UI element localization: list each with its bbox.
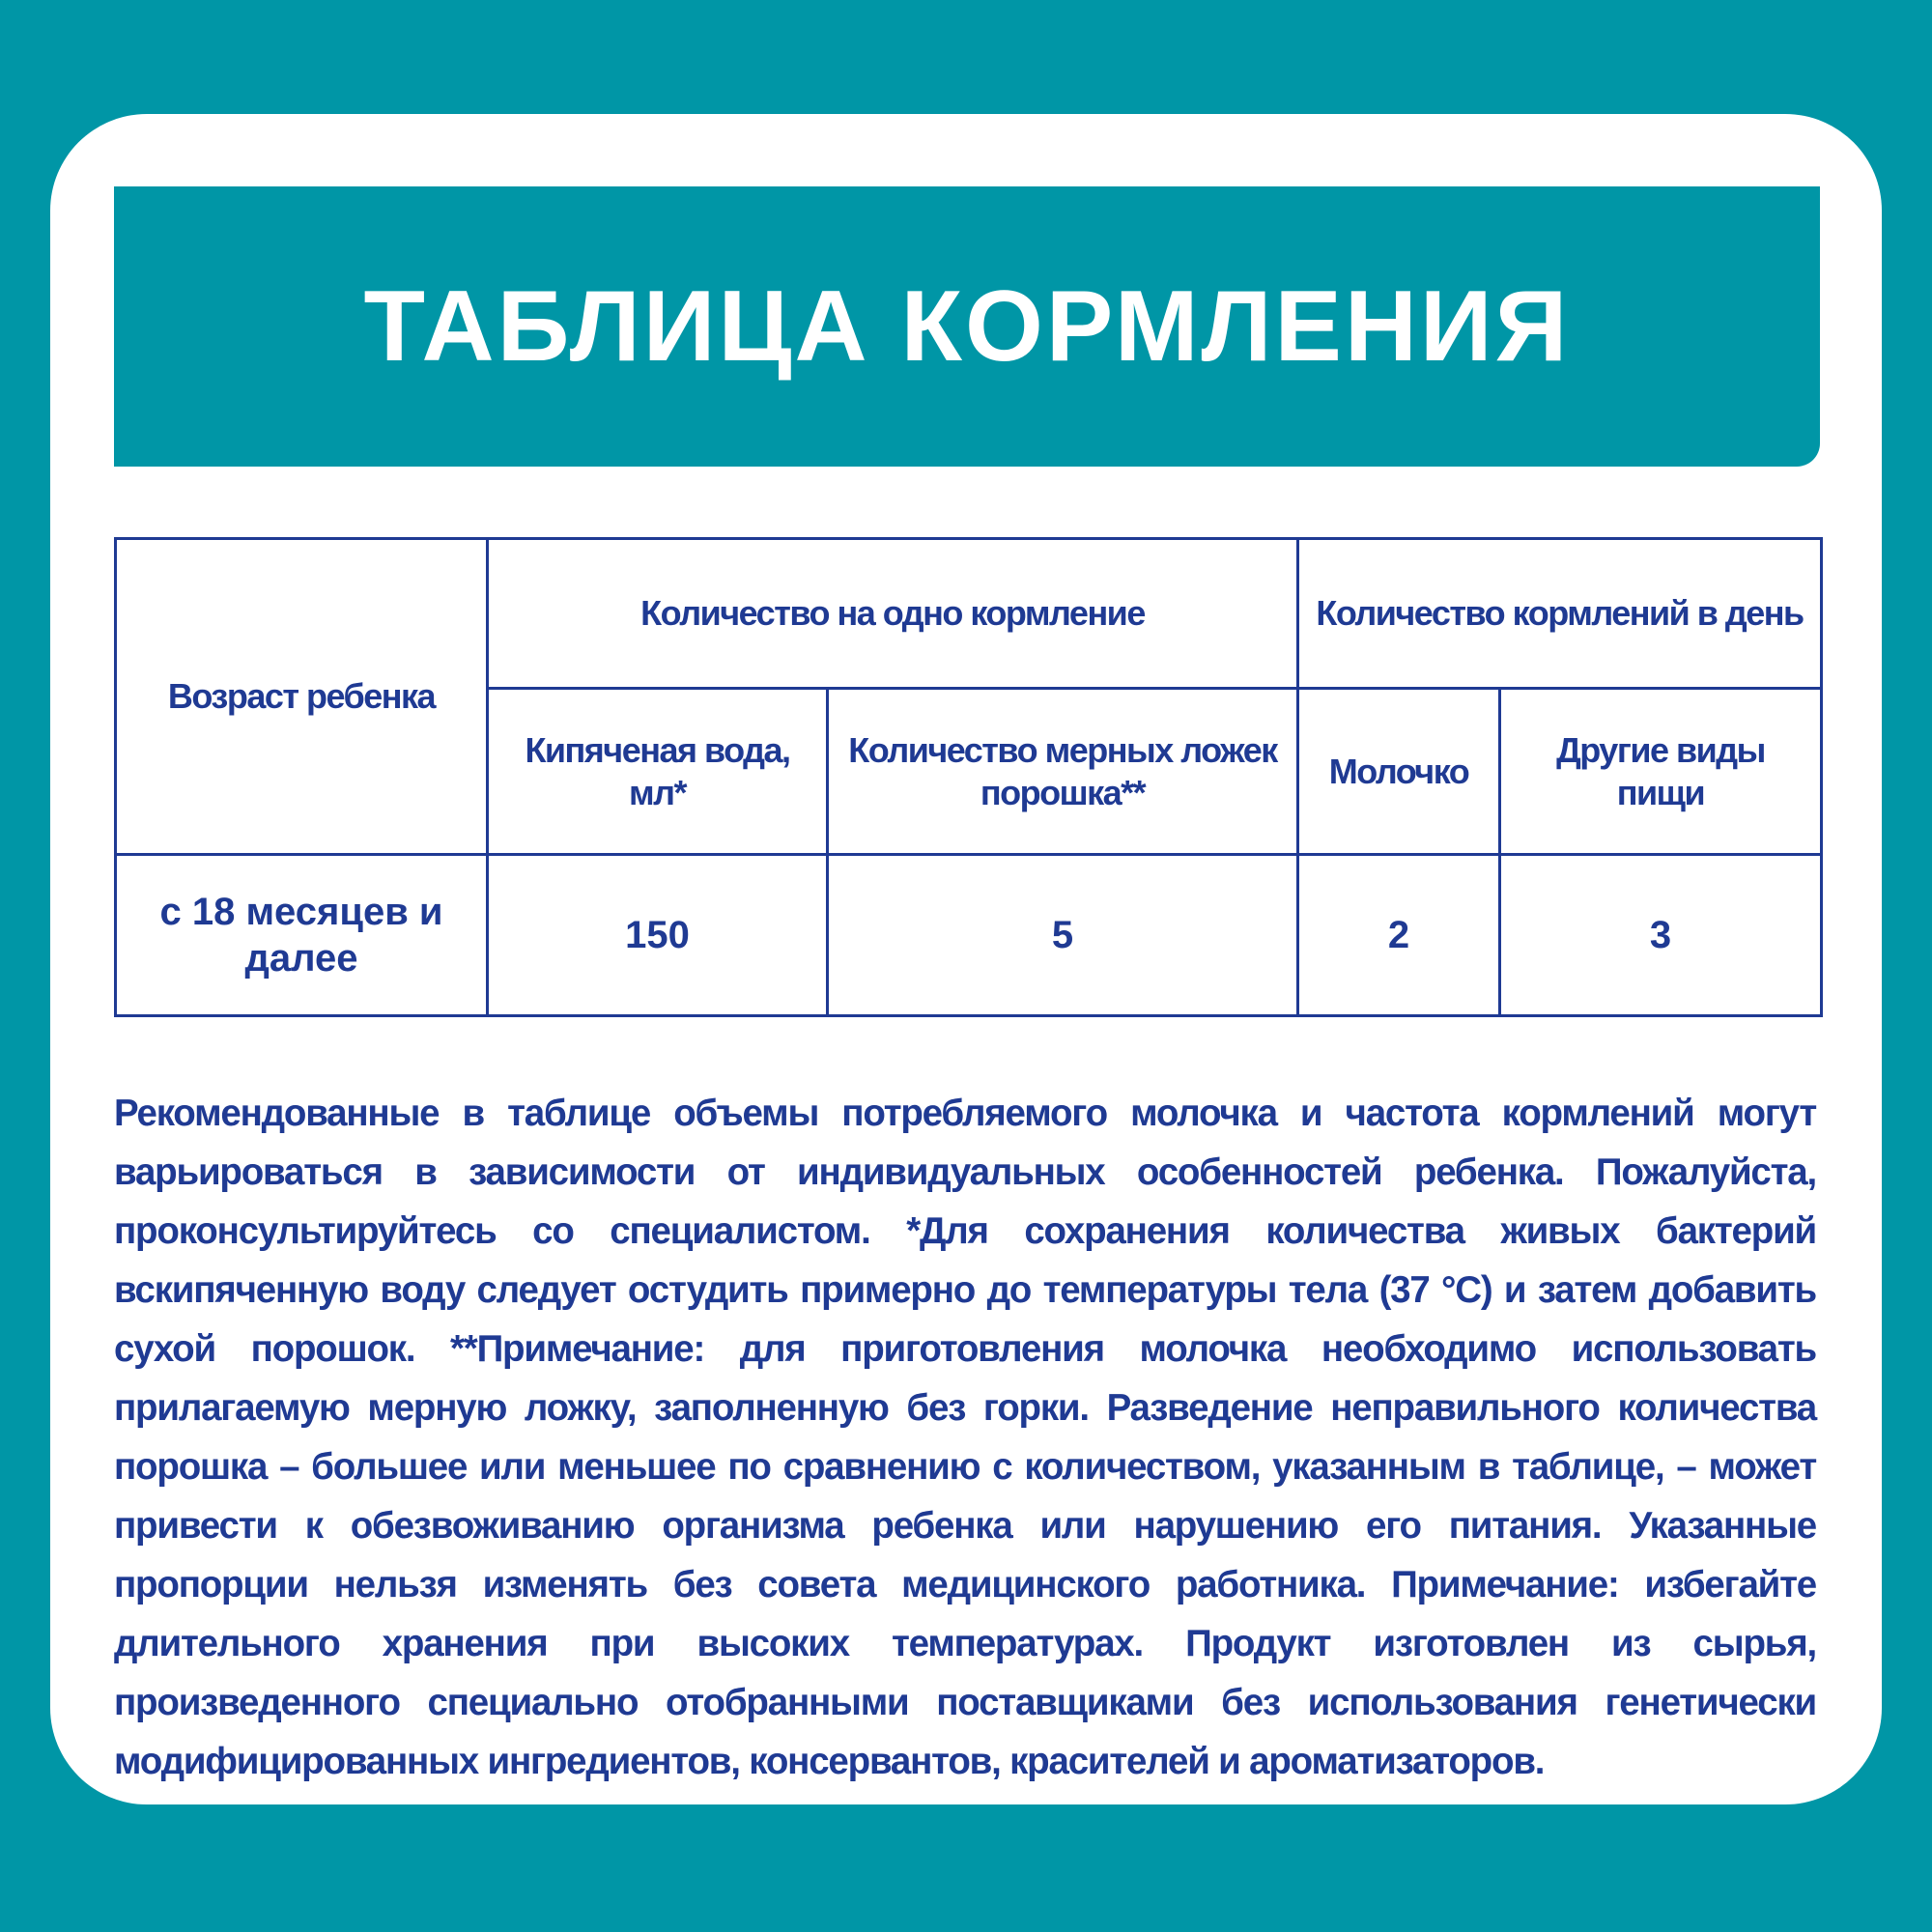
header-other-food: Другие виды пищи xyxy=(1500,689,1822,855)
table-header-row xyxy=(116,539,1822,689)
cell-spoons: 5 xyxy=(828,855,1298,1016)
header-per-day: Количество кормлений в день xyxy=(1298,539,1822,689)
cell-water: 150 xyxy=(488,855,828,1016)
header-age: Возраст ребенка xyxy=(116,539,488,855)
page-title: ТАБЛИЦА КОРМЛЕНИЯ xyxy=(363,270,1571,383)
title-banner xyxy=(114,186,1820,467)
cell-milk: 2 xyxy=(1298,855,1500,1016)
notes-paragraph: Рекомендованные в таблице объемы потребляемого молочка и частота кормлений могут варьироваться в зависимости от индивидуальных особенностей ребенка. Пожалуйста, проконсультируйтесь со специалистом. *Для сохранения количества живых бактерий вскипяченную воду следует остудить примерно до температуры тела (37 °С) и затем добавить сухой порошок. **Примечание: для приготовления молочка необходимо использовать прилагаемую мерную ложку, заполненную без горки. Разведение неправильного количества порошка – большее или меньшее по сравнению с количеством, указанным в таблице, – может привести к обезвоживанию организма ребенка или нарушению его питания. Указанные пропорции нельзя изменять без совета медицинского работника. Примечание: избегайте длительного хранения при высоких температурах. Продукт изготовлен из сырья, произведенного специально отобранными поставщиками без использования генетически модифицированных ингредиентов, консервантов, красителей и ароматизаторов. xyxy=(114,1093,1816,1782)
header-water: Кипяченая вода, мл* xyxy=(488,689,828,855)
header-milk: Молочко xyxy=(1298,689,1500,855)
header-per-feeding: Количество на одно кормление xyxy=(488,539,1298,689)
table-row xyxy=(116,855,1822,1016)
header-spoons: Количество мерных ложек порошка** xyxy=(828,689,1298,855)
cell-other-food: 3 xyxy=(1500,855,1822,1016)
feeding-table xyxy=(114,537,1823,1017)
cell-age: с 18 месяцев и далее xyxy=(116,855,488,1016)
